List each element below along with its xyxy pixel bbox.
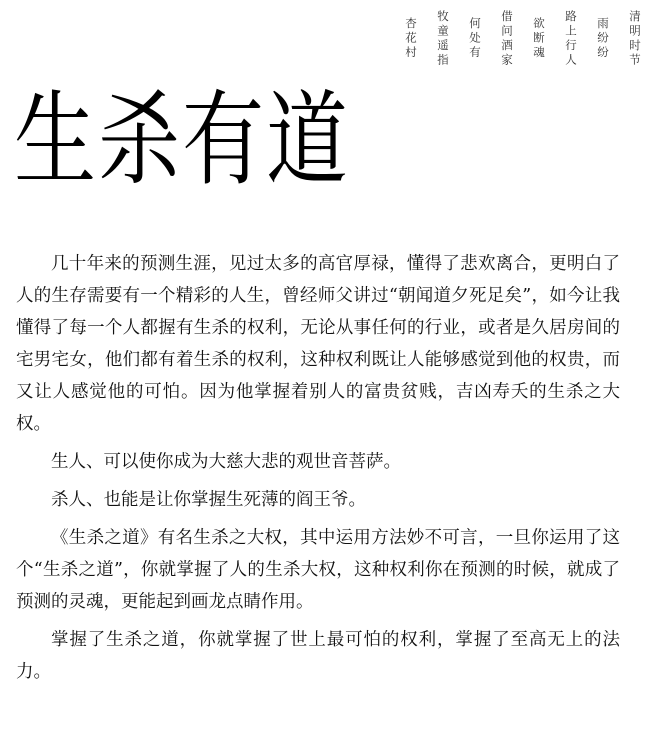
poem-column: 杏花村 xyxy=(404,17,418,61)
paragraph: 《生杀之道》有名生杀之大权，其中运用方法妙不可言，一旦你运用了这个“生杀之道”，你就掌握了人的生杀大权，这种权利你在预测的时候，就成了预测的灵魂，更能起到画龙点睛作用。 xyxy=(16,528,620,612)
poem-column: 牧童遥指 xyxy=(436,10,450,68)
body-text xyxy=(16,248,620,688)
paragraph: 几十年来的预测生涯，见过太多的高官厚禄，懂得了悲欢离合，更明白了人的生存需要有一个精彩的人生，曾经师父讲过“朝闻道夕死足矣”，如今让我懂得了每一个人都握有生杀的权利，无论从事任何的行业，或者是久居房间的宅男宅女，他们都有着生杀的权利，这种权利既让人能够感觉到他的权贵，而又让人感觉他的可怕。因为他掌握着别人的富贵贫贱，吉凶寿夭的生杀之大权。 xyxy=(16,254,620,434)
paragraph: 掌握了生杀之道，你就掌握了世上最可怕的权利，掌握了至高无上的法力。 xyxy=(16,630,620,682)
poem-column: 路上行人 xyxy=(564,10,578,68)
poem-column: 借问酒家 xyxy=(500,10,514,68)
chapter-title: 生杀有道 xyxy=(14,81,351,200)
poem-block xyxy=(398,10,648,68)
poem-column: 欲断魂 xyxy=(532,17,546,61)
paragraph: 生人、可以使你成为大慈大悲的观世音菩萨。 xyxy=(51,452,401,472)
poem-column: 雨纷纷 xyxy=(596,17,610,61)
poem-column: 何处有 xyxy=(468,17,482,61)
paragraph: 杀人、也能是让你掌握生死薄的阎王爷。 xyxy=(51,490,366,510)
poem-column: 清明时节 xyxy=(628,10,642,68)
